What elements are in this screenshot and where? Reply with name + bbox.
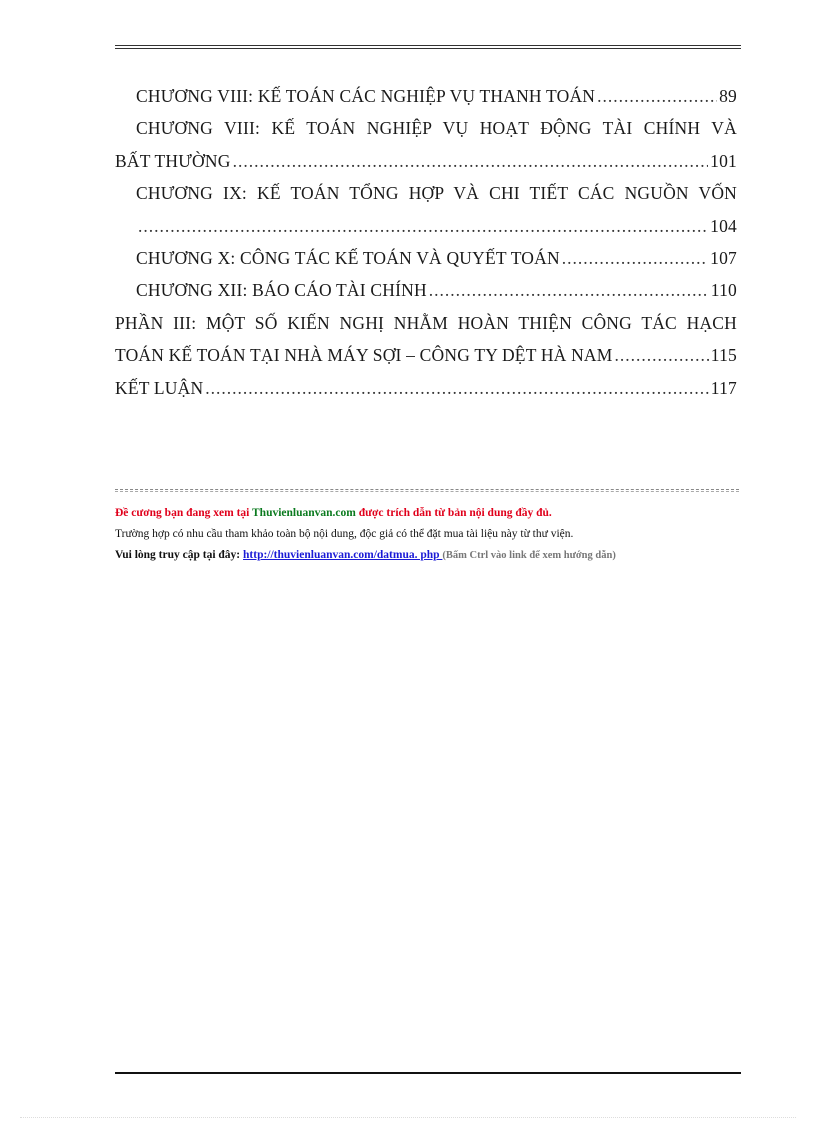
toc-entry (115, 274, 737, 306)
toc-entry-title: CHƯƠNG XII: BÁO CÁO TÀI CHÍNH (136, 280, 427, 301)
notice-intro: Đề cương bạn đang xem tại (115, 507, 253, 519)
toc-page-number: 115 (710, 345, 737, 366)
toc-entry-wrapped-line: PHẦN III: MỘT SỐ KIẾN NGHỊ NHẰM HOÀN THIỆN CÔNG TÁC HẠCH (115, 312, 737, 333)
toc-dot-leader (429, 274, 709, 306)
notice-line-2: Trường hợp có nhu cầu tham khảo toàn bộ nội dung, độc giả có thể đặt mua tài liệu này từ thư viện. (115, 528, 574, 540)
toc-page-number: 117 (710, 377, 737, 398)
source-notice (115, 503, 616, 566)
header-rule (115, 45, 741, 46)
toc-page-number: 101 (710, 150, 737, 171)
toc-entry (115, 210, 737, 242)
toc-dot-leader (233, 145, 709, 177)
notice-intro-end: được trích dẫn từ bản nội dung đầy đủ. (355, 507, 552, 519)
page-edge-dots (20, 1117, 796, 1118)
footer-rule (115, 1072, 741, 1074)
toc-entry-title: BẤT THƯỜNG (115, 150, 231, 171)
toc-entry (115, 372, 737, 404)
table-of-contents (115, 80, 737, 404)
toc-entry (115, 339, 737, 371)
toc-entry-wrapped-line: CHƯƠNG IX: KẾ TOÁN TỔNG HỢP VÀ CHI TIẾT CÁC NGUỒN VỐN (136, 183, 737, 204)
toc-entry (115, 145, 737, 177)
toc-page-number: 107 (710, 247, 737, 268)
toc-page-number: 104 (710, 215, 737, 236)
link-hint: (Bấm Ctrl vào link để xem hướng dẫn) (442, 550, 616, 561)
toc-entry (115, 242, 737, 274)
toc-entry (115, 80, 737, 112)
notice-line-1 (115, 503, 616, 524)
notice-site-name: Thuvienluanvan.com (252, 507, 356, 519)
toc-entry-title: CHƯƠNG X: CÔNG TÁC KẾ TOÁN VÀ QUYẾT TOÁN (136, 247, 560, 268)
notice-access-label: Vui lòng truy cập tại đây: (115, 549, 244, 561)
notice-divider-secondary (115, 491, 739, 492)
toc-entry-title: KẾT LUẬN (115, 377, 204, 398)
notice-divider (115, 489, 739, 490)
purchase-link[interactable]: http://thuvienluanvan.com/datmua. php (243, 549, 443, 561)
notice-line-3 (115, 545, 616, 566)
toc-dot-leader (138, 210, 708, 242)
toc-dot-leader (615, 339, 709, 371)
toc-page-number: 89 (719, 86, 737, 106)
toc-entry-title: CHƯƠNG VIII: KẾ TOÁN CÁC NGHIỆP VỤ THANH TOÁN (136, 86, 596, 106)
header-rule-secondary (115, 48, 741, 49)
toc-entry-title: TOÁN KẾ TOÁN TẠI NHÀ MÁY SỢI – CÔNG TY DỆT HÀ NAM (115, 345, 613, 366)
toc-entry-wrapped-line: CHƯƠNG VIII: KẾ TOÁN NGHIỆP VỤ HOẠT ĐỘNG TÀI CHÍNH VÀ (136, 118, 737, 139)
toc-page-number: 110 (710, 280, 737, 301)
toc-dot-leader (205, 372, 709, 404)
toc-dot-leader (562, 242, 708, 274)
toc-dot-leader (597, 80, 717, 112)
